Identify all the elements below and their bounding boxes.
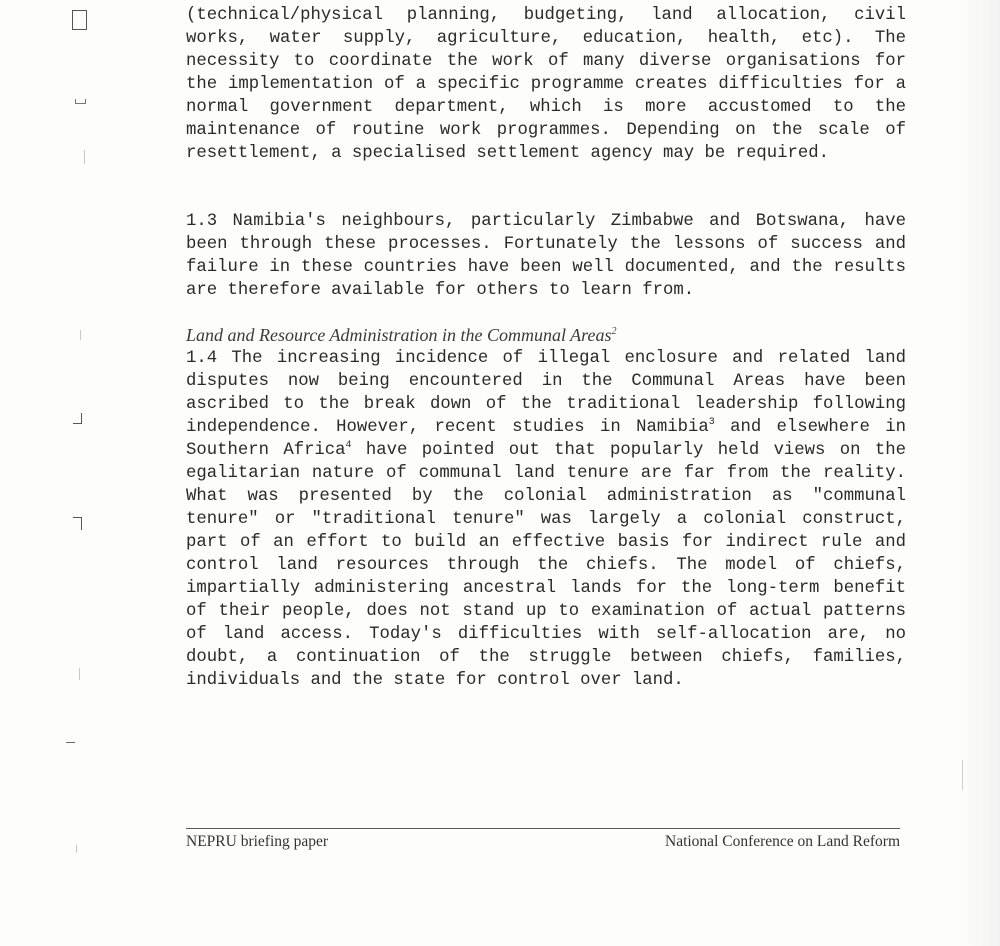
section-heading — [186, 324, 906, 347]
margin-bracket-mark — [73, 413, 82, 424]
paragraph-1-4-text-c: have pointed out that popularly held views on the egalitarian nature of communal land tenure are far from the reality. What was presented by the colonial administration as "communal tenure" or "traditional tenure" was largely a colonial construct, part of an effort to build an effective basis for indirect rule and control land resources through the chiefs. The model of chiefs, impartially administering ancestral lands for the long-term benefit of their people, does not stand up to examination of actual patterns of land access. Today's difficulties with self-allocation are, no doubt, a continuation of the struggle between chiefs, families, individuals and the state for control over land. — [186, 441, 906, 690]
scan-speck — [79, 668, 80, 680]
margin-bracket-mark — [73, 517, 82, 530]
margin-box-mark — [72, 10, 87, 30]
footer-left-text: NEPRU briefing paper — [186, 833, 329, 850]
paragraph-1-3-neighbours: 1.3 Namibia's neighbours, particularly Zimbabwe and Botswana, have been through these processes. Fortunately the lessons of success and failure in these countries have been well documented, and the results are therefore available for others to learn from. — [186, 212, 906, 300]
margin-dash-mark — [66, 742, 75, 743]
paragraph-1-4-text-b: and elsewhere in Southern Africa — [186, 418, 906, 460]
paragraph-1-4-land-disputes — [186, 347, 906, 692]
footnote-ref-2: 2 — [611, 326, 617, 337]
scan-speck — [80, 330, 81, 340]
scan-edge-shadow — [960, 0, 1000, 946]
footnote-ref-4: 4 — [345, 440, 352, 452]
section-heading-text: Land and Resource Administration in the Communal Areas — [186, 325, 612, 345]
paragraph-1-4-text-a: 1.4 The increasing incidence of illegal enclosure and related land disputes now being encountered in the Communal Areas have been ascribed to the break down of the traditional leadership following independence. However, recent studies in Namibia — [186, 349, 906, 437]
paragraph-resettlement-agency: (technical/physical planning, budgeting, land allocation, civil works, water supply, agriculture, education, health, etc). The necessity to coordinate the work of many diverse organisations for the implementation of a specific programme creates difficulties for a normal government department, which is more accustomed to the maintenance of routine work programmes. Depending on the scale of resettlement, a specialised settlement agency may be required. — [186, 6, 906, 163]
margin-cup-mark — [75, 99, 86, 104]
footnote-ref-3: 3 — [708, 417, 715, 429]
scan-speck — [84, 150, 85, 164]
footer-rule — [186, 828, 900, 829]
section-communal-areas — [186, 324, 906, 692]
scan-speck — [76, 845, 77, 853]
footer-right-text: National Conference on Land Reform — [665, 833, 900, 850]
